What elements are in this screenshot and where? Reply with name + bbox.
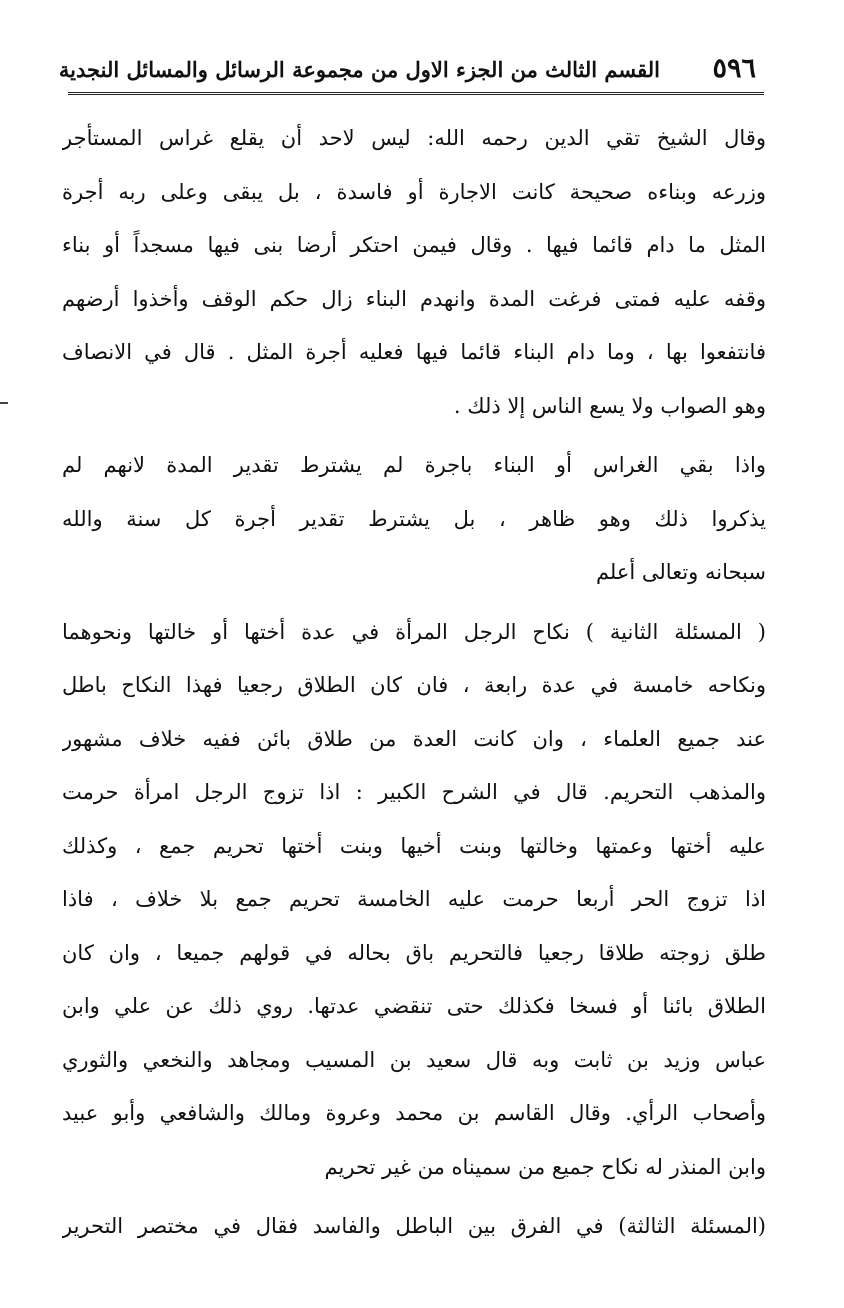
text-line: اذا تزوج الحر أربعا حرمت عليه الخامسة تحريم جمع بلا خلاف ، فاذا xyxy=(62,887,766,911)
page-number: ٥٩٦ xyxy=(712,53,756,84)
paragraph-4 xyxy=(62,1200,766,1254)
text-line: وابن المنذر له نكاح جميع من سميناه من غير تحريم xyxy=(324,1154,766,1179)
text-line: وقال الشيخ تقي الدين رحمه الله: ليس لاحد أن يقلع غراس المستأجر xyxy=(62,126,766,150)
text-line: وزرعه وبناءه صحيحة كانت الاجارة أو فاسدة ، بل يبقى وعلى ربه أجرة xyxy=(62,179,766,204)
text-line: وقفه عليه فمتى فرغت المدة وانهدم البناء زال حكم الوقف وأخذوا أرضهم xyxy=(62,286,766,311)
paragraph-3 xyxy=(62,606,766,1195)
text-line: وهو الصواب ولا يسع الناس إلا ذلك . xyxy=(453,393,766,418)
text-line: وأصحاب الرأي. وقال القاسم بن محمد وعروة ومالك والشافعي وأبو عبيد xyxy=(62,1101,766,1125)
header-rule xyxy=(68,92,764,95)
text-line: ( المسئلة الثانية ) نكاح الرجل المرأة في عدة أختها أو خالتها ونحوهما xyxy=(62,619,766,644)
text-line: يذكروا ذلك وهو ظاهر ، بل يشترط تقدير أجرة كل سنة والله xyxy=(62,506,766,531)
text-line: عليه أختها وعمتها وخالتها وبنت أخيها وبنت أختها تحريم جمع ، وكذلك xyxy=(62,833,766,858)
body-text xyxy=(62,112,766,1254)
text-line: (المسئلة الثالثة) في الفرق بين الباطل والفاسد فقال في مختصر التحرير xyxy=(62,1214,766,1238)
running-title: القسم الثالث من الجزء الاول من مجموعة الرسائل والمسائل النجدية xyxy=(58,57,660,82)
margin-mark xyxy=(0,402,8,404)
text-line: عند جميع العلماء ، وان كانت العدة من طلاق بائن ففيه خلاف مشهور xyxy=(62,726,766,751)
paragraph-2 xyxy=(62,439,766,600)
paragraph-1 xyxy=(62,112,766,433)
text-line: المثل ما دام قائما فيها . وقال فيمن احتكر أرضا بنى فيها مسجداً أو بناء xyxy=(62,233,766,257)
text-line: فانتفعوا بها ، وما دام البناء قائما فيها فعليه أجرة المثل . قال في الانصاف xyxy=(62,340,766,364)
text-line: الطلاق بائنا أو فسخا فكذلك حتى تنقضي عدتها. روي ذلك عن علي وابن xyxy=(62,994,766,1018)
page-header xyxy=(58,50,756,94)
text-line: ونكاحه خامسة في عدة رابعة ، فان كان الطلاق رجعيا فهذا النكاح باطل xyxy=(62,673,766,697)
text-line: طلق زوجته طلاقا رجعيا فالتحريم باق بحاله في قولهم جميعا ، وان كان xyxy=(62,940,766,965)
text-line: سبحانه وتعالى أعلم xyxy=(595,560,766,584)
text-line: واذا بقي الغراس أو البناء باجرة لم يشترط تقدير المدة لانهم لم xyxy=(62,453,766,477)
text-line: عباس وزيد بن ثابت وبه قال سعيد بن المسيب ومجاهد والنخعي والثوري xyxy=(62,1047,766,1072)
text-line: والمذهب التحريم. قال في الشرح الكبير : اذا تزوج الرجل امرأة حرمت xyxy=(62,780,766,804)
